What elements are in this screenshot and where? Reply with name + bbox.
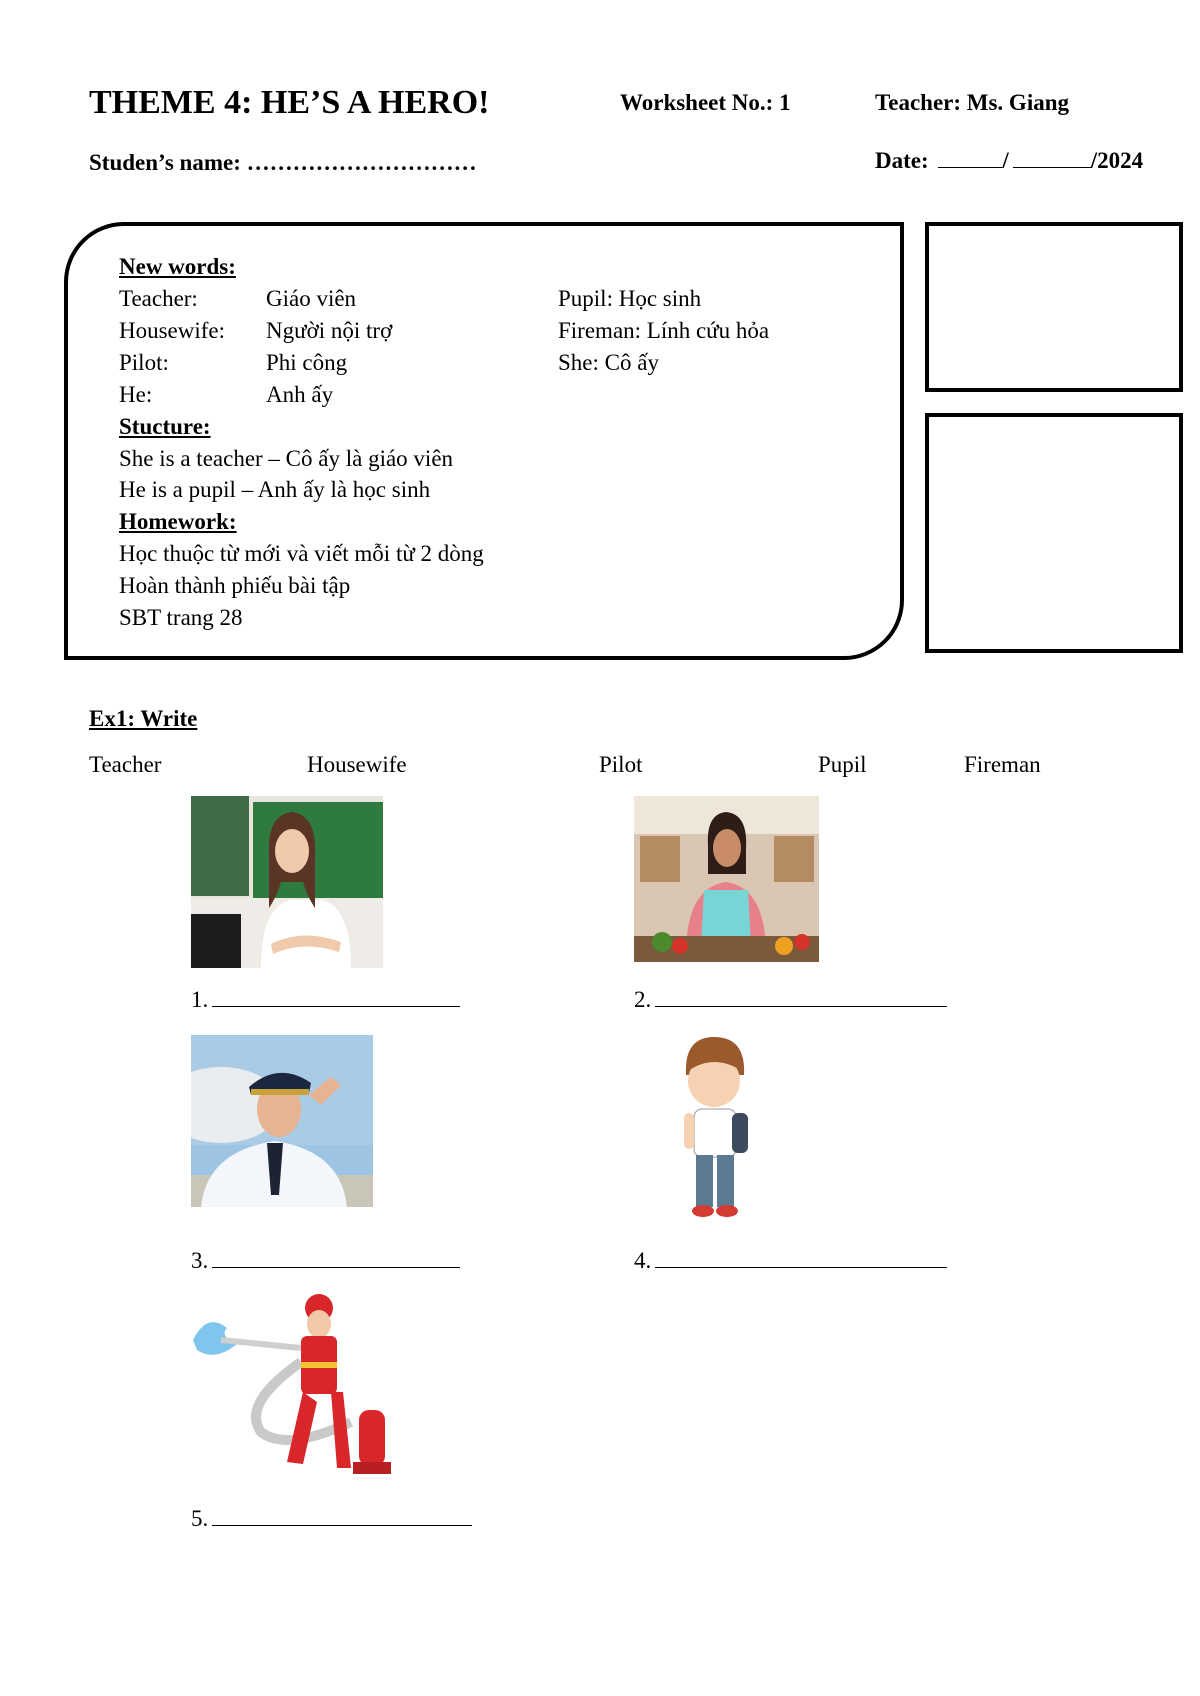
word-bank-item: Housewife: [307, 752, 407, 777]
pupil-cartoon: [676, 1035, 756, 1220]
date-year: /2024: [1090, 148, 1144, 173]
answer-4[interactable]: [634, 1247, 947, 1274]
housewife-photo: [634, 796, 819, 962]
answer-blank[interactable]: [212, 1247, 460, 1268]
date-field[interactable]: Date: / /2024: [875, 148, 1144, 173]
fireman-cartoon: [191, 1292, 413, 1490]
exercise-title: Ex1: Write: [89, 706, 198, 731]
vocab-vi: Anh ấy: [266, 382, 334, 407]
word-bank-item: Pupil: [818, 752, 867, 777]
vocab-en: He:: [119, 382, 153, 407]
worksheet-number: Worksheet No.: 1: [620, 90, 791, 115]
homework-heading: Homework:: [119, 509, 237, 534]
date-day-blank[interactable]: [938, 147, 1002, 168]
answer-5[interactable]: [191, 1505, 472, 1532]
vocab-right-item: She: Cô ấy: [558, 350, 659, 375]
answer-number: 1.: [191, 987, 209, 1012]
picture-box-top[interactable]: [925, 222, 1183, 392]
answer-2[interactable]: [634, 986, 947, 1013]
vocab-en: Teacher:: [119, 286, 198, 311]
date-month-blank[interactable]: [1013, 147, 1091, 168]
date-label: Date:: [875, 148, 929, 173]
teacher-name: Teacher: Ms. Giang: [875, 90, 1069, 115]
homework-line: Học thuộc từ mới và viết mỗi từ 2 dòng: [119, 541, 484, 566]
homework-line: Hoàn thành phiếu bài tập: [119, 573, 351, 598]
vocab-right-item: Pupil: Học sinh: [558, 286, 702, 311]
picture-box-bottom[interactable]: [925, 413, 1183, 653]
student-name-field[interactable]: Studen’s name: …………………………: [89, 150, 477, 175]
answer-number: 2.: [634, 987, 652, 1012]
answer-blank[interactable]: [655, 986, 947, 1007]
vocab-en: Housewife:: [119, 318, 226, 343]
teacher-photo: [191, 796, 383, 968]
answer-blank[interactable]: [212, 986, 460, 1007]
vocab-vi: Giáo viên: [266, 286, 357, 311]
structure-line: He is a pupil – Anh ấy là học sinh: [119, 477, 431, 502]
word-bank-item: Pilot: [599, 752, 643, 777]
structure-heading: Stucture:: [119, 414, 211, 439]
homework-line: SBT trang 28: [119, 605, 243, 630]
worksheet-title: THEME 4: HE’S A HERO!: [89, 84, 490, 121]
word-bank-item: Teacher: [89, 752, 162, 777]
answer-blank[interactable]: [212, 1505, 472, 1526]
answer-number: 3.: [191, 1248, 209, 1273]
vocab-right-item: Fireman: Lính cứu hỏa: [558, 318, 770, 343]
vocab-vi: Phi công: [266, 350, 348, 375]
answer-number: 5.: [191, 1506, 209, 1531]
structure-line: She is a teacher – Cô ấy là giáo viên: [119, 446, 454, 471]
vocab-en: Pilot:: [119, 350, 169, 375]
answer-blank[interactable]: [655, 1247, 947, 1268]
answer-3[interactable]: [191, 1247, 460, 1274]
answer-1[interactable]: [191, 986, 460, 1013]
vocab-vi: Người nội trợ: [266, 318, 393, 343]
answer-number: 4.: [634, 1248, 652, 1273]
pilot-photo: [191, 1035, 373, 1207]
new-words-heading: New words:: [119, 254, 236, 279]
word-bank-item: Fireman: [964, 752, 1041, 777]
